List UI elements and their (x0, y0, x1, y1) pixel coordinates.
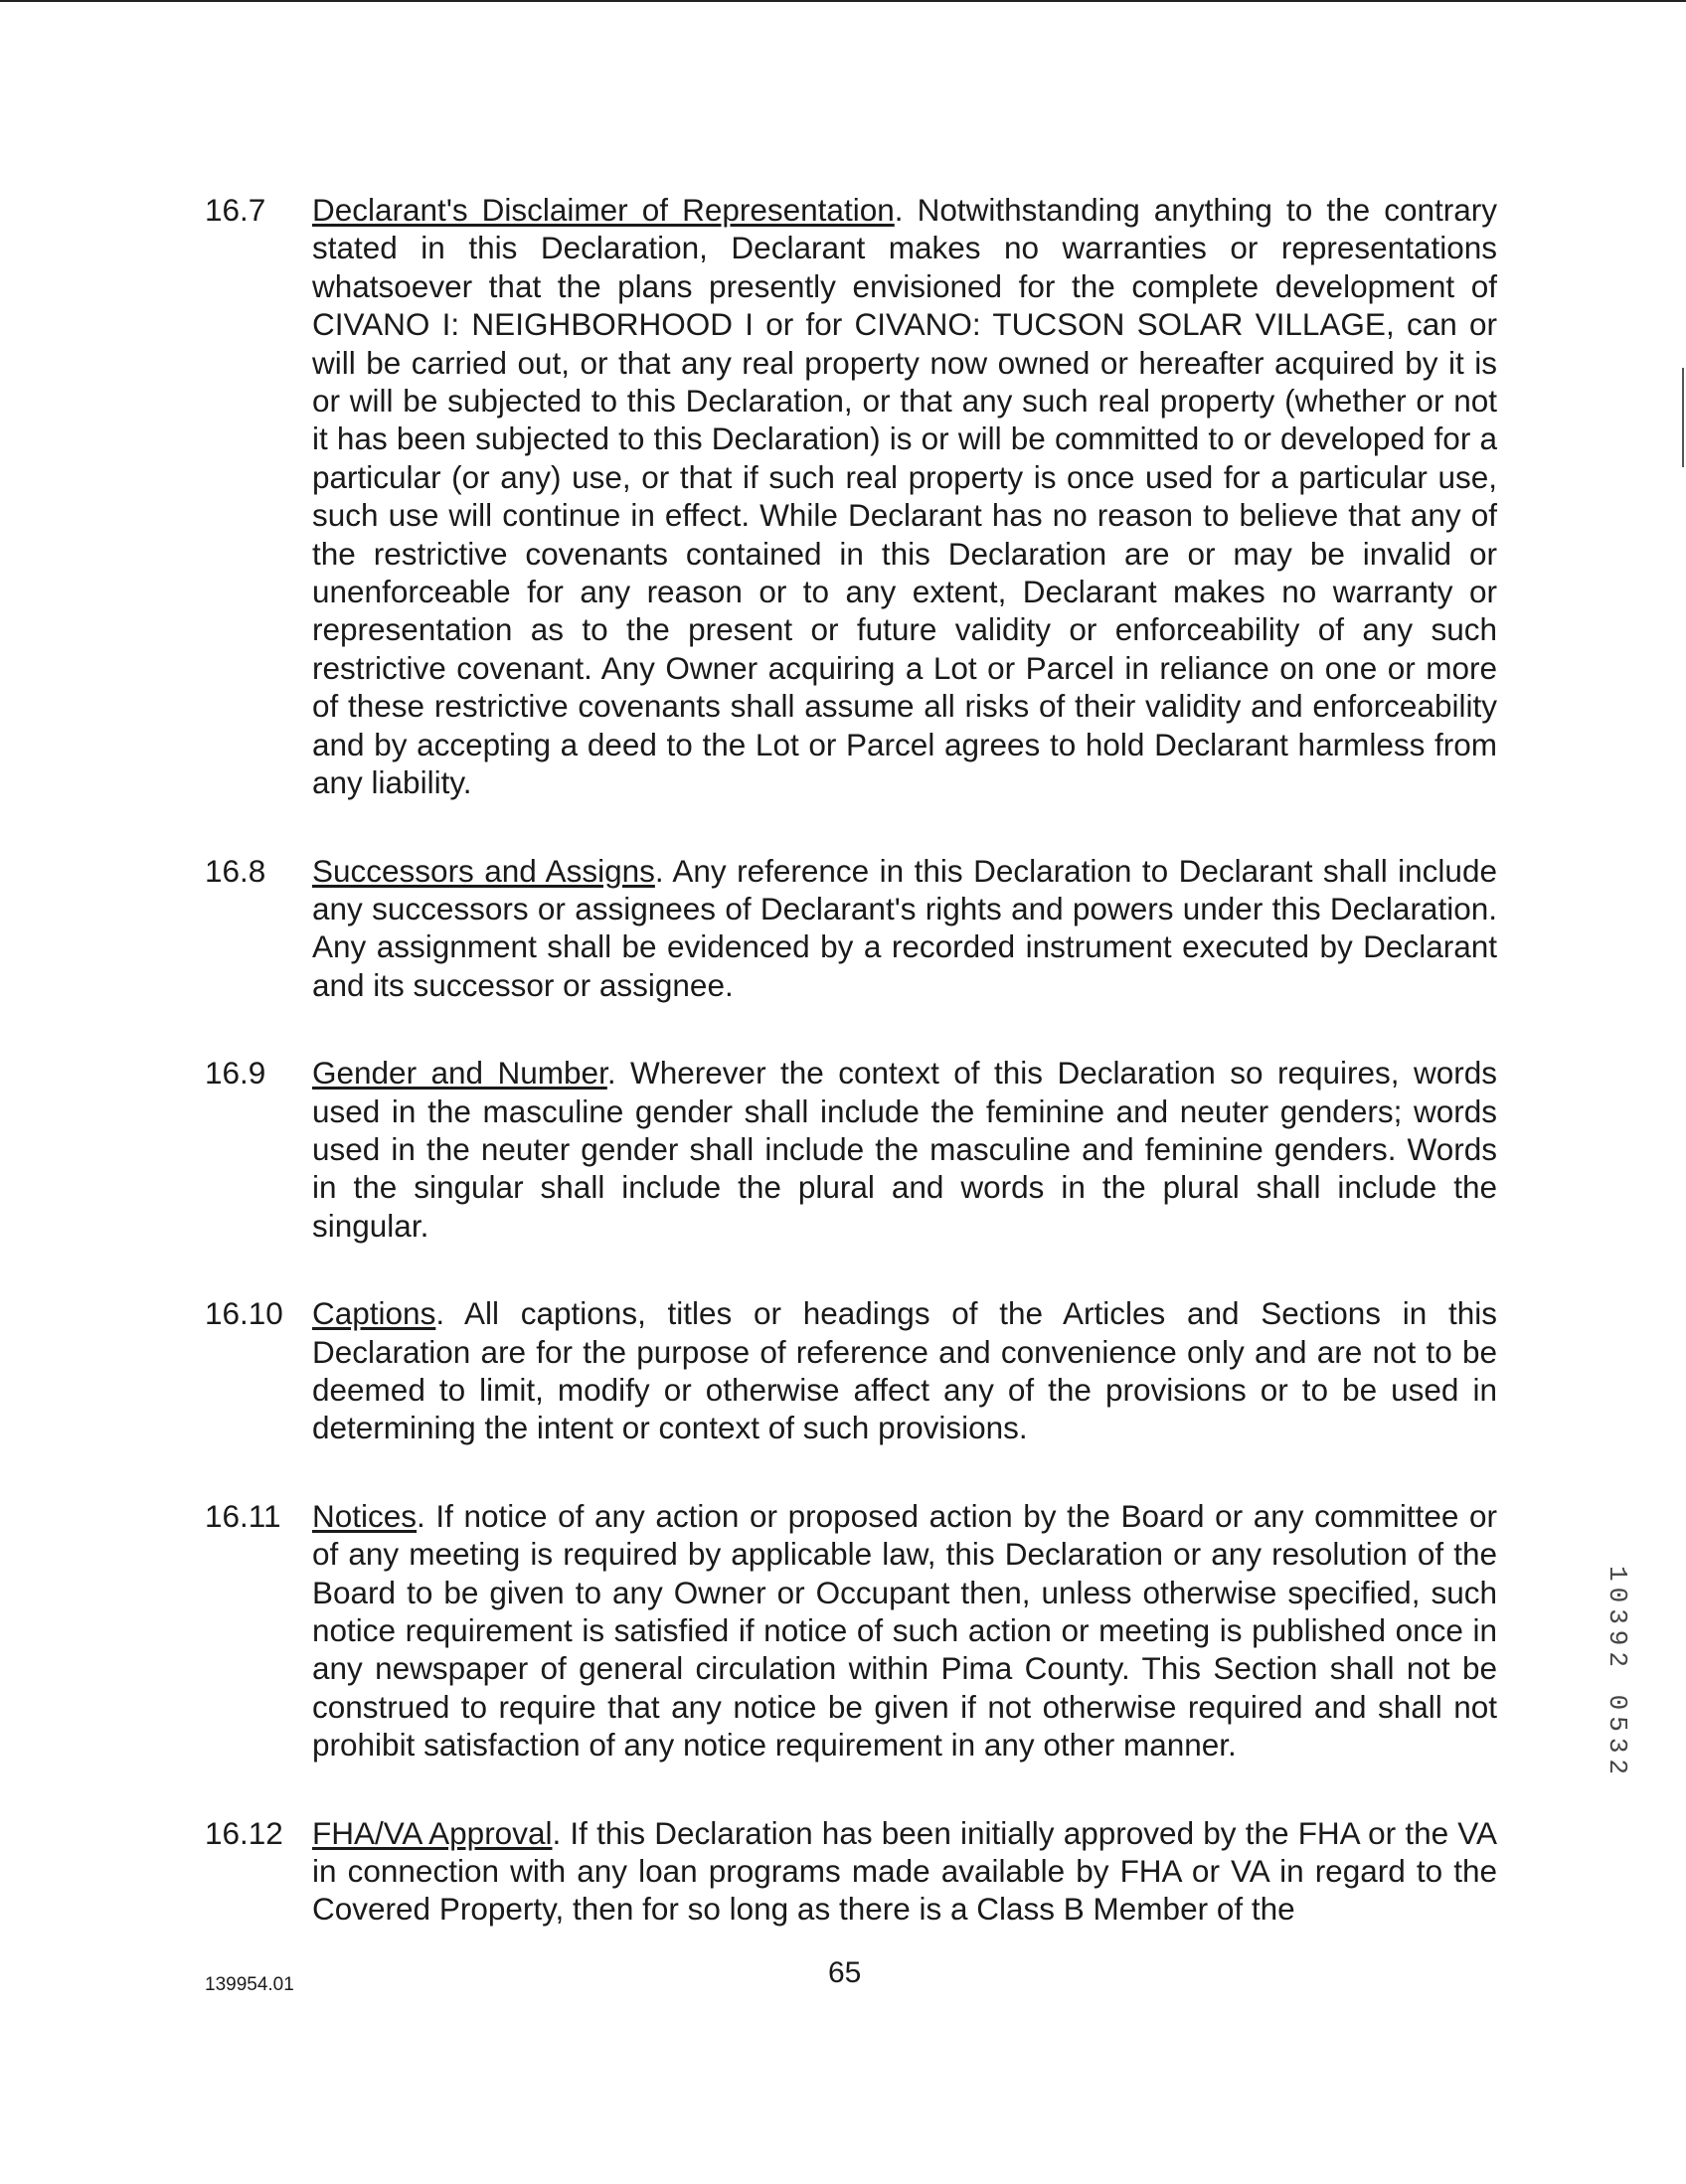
section-heading: FHA/VA Approval (312, 1814, 553, 1851)
section-text: . Any reference in this Declaration to Declarant shall include any successors or assignees of Declarant's rights and powers under this Declaration. Any assignment shall be evidenced by a recorded instrument executed by Declarant and its successor or assignee. (312, 852, 1497, 1003)
scan-edge-mark (1682, 368, 1684, 467)
section-number: 16.8 (205, 852, 266, 889)
section-16-8 (205, 852, 1497, 1005)
section-number: 16.9 (205, 1055, 266, 1092)
section-heading: Gender and Number (312, 1055, 607, 1092)
section-16-11 (205, 1497, 1497, 1764)
top-border-line (0, 0, 1686, 2)
section-text: . Notwithstanding anything to the contrary stated in this Declaration, Declarant makes no warranties or representations whatsoever that the plans presently envisioned for the complete development of CIVANO I: NEIGHBORHOOD I or for CIVANO: TUCSON SOLAR VILLAGE, can or will be carried out, or that any real property now owned or hereafter acquired by it is or will be subjected to this Declaration, or that any such real property (whether or not it has been subjected to this Declaration) is or will be committed to or developed for a particular (or any) use, or that if such real property is once used for a particular use, such use will continue in effect. While Declarant has no reason to believe that any of the restrictive covenants contained in this Declaration are or may be invalid or unenforceable for any reason or to any extent, Declarant makes no warranty or representation as to the present or future validity or enforceability of any such restrictive covenant. Any Owner acquiring a Lot or Parcel in reliance on one or more of these restrictive covenants shall assume all risks of their validity and enforceability and by accepting a deed to the Lot or Parcel agrees to hold Declarant harmless from any liability. (312, 192, 1497, 801)
section-number: 16.11 (205, 1497, 281, 1534)
section-heading: Notices (312, 1497, 418, 1534)
section-16-12 (205, 1814, 1497, 1929)
section-text: . If this Declaration has been initially approved by the FHA or the VA in connection with any loan programs made available by FHA or VA in regard to the Covered Property, then for so long as there is a Class B Member of the (312, 1814, 1497, 1928)
document-body (205, 191, 1497, 1929)
section-16-9 (205, 1054, 1497, 1245)
section-heading: Declarant's Disclaimer of Representation (312, 192, 895, 228)
section-heading: Successors and Assigns (312, 852, 655, 889)
section-text: . If notice of any action or proposed action by the Board or any committee or of any meeting is required by applicable law, this Declaration or any resolution of the Board to be given to any Owner or Occupant then, unless otherwise specified, such notice requirement is satisfied if notice of such action or meeting is published once in any newspaper of general circulation within Pima County. This Section shall not be construed to require that any notice be given if not otherwise required and shall not prohibit satisfaction of any notice requirement in any other manner. (312, 1497, 1497, 1764)
section-text: . All captions, titles or headings of the Articles and Sections in this Declaration are for the purpose of reference and convenience only and are not to be deemed to limit, modify or otherwise affect any of the provisions or to be used in determining the intent or context of such provisions. (312, 1295, 1497, 1446)
section-number: 16.7 (205, 192, 266, 228)
document-number: 139954.01 (205, 1974, 294, 1995)
section-text: . Wherever the context of this Declaration so requires, words used in the masculine gender shall include the feminine and neuter genders; words used in the neuter gender shall include the masculine and feminine genders. Words in the singular shall include the plural and words in the plural shall include the singular. (312, 1055, 1497, 1244)
section-16-10 (205, 1294, 1497, 1447)
section-number: 16.12 (205, 1814, 283, 1851)
section-number: 16.10 (205, 1295, 283, 1332)
recording-stamp: 10392 0532 (1602, 1566, 1632, 1781)
page-number: 65 (828, 1956, 862, 1989)
section-heading: Captions (312, 1295, 436, 1332)
section-16-7 (205, 191, 1497, 802)
